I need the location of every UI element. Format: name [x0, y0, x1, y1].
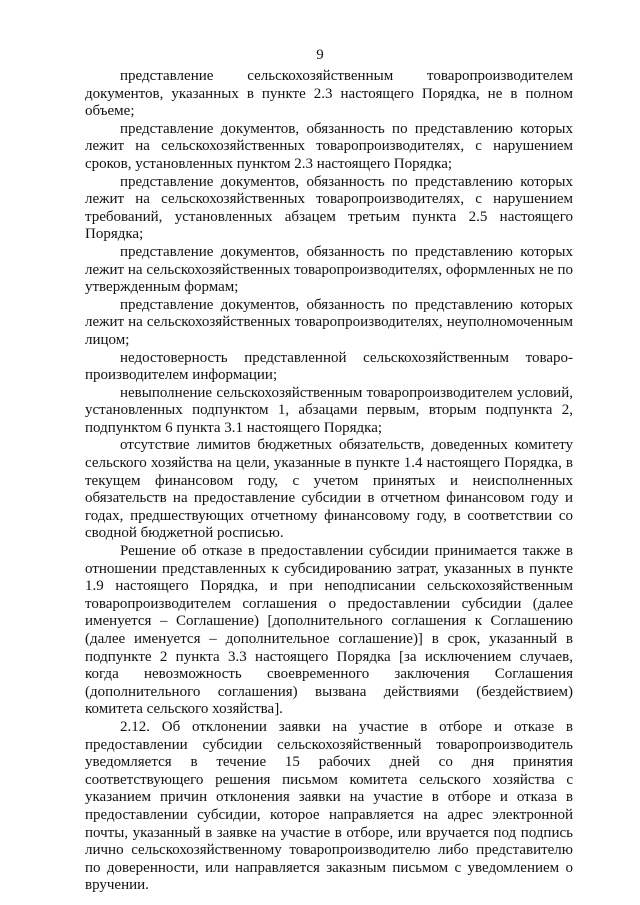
page-number: 9	[316, 47, 324, 63]
paragraph-requirements-violation: представление документов, обязанность по представлению которых лежит на сельскохозяйственных товаропроизводителях, с нарушением требований, установленных абзацем третьим пункта 2.5 настоящего Порядка;	[85, 173, 573, 243]
paragraph-unapproved-forms: представление документов, обязанность по представлению которых лежит на сельскохозяйственных товаропроизводителях, оформленных не по утвержденным формам;	[85, 243, 573, 296]
paragraph-refusal-decision: Решение об отказе в предоставлении субсидии принимается также в отношении представленных к субсидированию затрат, указанных в пункте 1.9 настоящего Порядка, и при неподписании сельскохозяйственным товаропроизводителем соглашения о предоставлении субсидии (далее именуется – Соглашение) [дополнительного соглашения к Соглашению (далее именуется – дополнительное соглашение)] в срок, указанный в подпункте 2 пункта 3.3 настоящего Порядка [за исключением случаев, когда невозможность своевременного заключения Соглашения (дополнительного соглашения) вызвана действиями (бездействием) комитета сельского хозяйства].	[85, 543, 573, 718]
paragraph-false-information: недостоверность представленной сельскохозяйственным товаропроизводителем информации;	[85, 349, 573, 384]
document-body	[85, 68, 573, 895]
paragraph-no-budget-limits: отсутствие лимитов бюджетных обязательств, доведенных комитету сельского хозяйства на цели, указанные в пункте 1.4 настоящего Порядка, в текущем финансовом году, с учетом принятых и неисполненных обязательств на предоставление субсидии в отчетном финансовом году и годах, предшествующих отчетному финансовому году, в соответствии со сводной бюджетной росписью.	[85, 437, 573, 542]
paragraph-incomplete-documents: представление сельскохозяйственным товаропроизводителем документов, указанных в пункте 2.3 настоящего Порядка, не в полном объеме;	[85, 68, 573, 120]
paragraph-deadline-violation: представление документов, обязанность по представлению которых лежит на сельскохозяйственных товаропроизводителях, с нарушением сроков, установленных пунктом 2.3 настоящего Порядка;	[85, 120, 573, 172]
paragraph-unauthorized-person: представление документов, обязанность по представлению которых лежит на сельскохозяйственных товаропроизводителях, неуполномоченным лицом;	[85, 296, 573, 348]
paragraph-conditions-not-met: невыполнение сельскохозяйственным товаропроизводителем условий, установленных подпунктом 1, абзацами первым, вторым подпункта 2, подпунктом 6 пункта 3.1 настоящего Порядка;	[85, 384, 573, 436]
paragraph-clause-2-12: 2.12. Об отклонении заявки на участие в отборе и отказе в предоставлении субсидии сельскохозяйственный товаропроизводитель уведомляется в течение 15 рабочих дней со дня принятия соответствующего решения письмом комитета сельского хозяйства с указанием причин отклонения заявки на участие в отборе и отказа в предоставлении субсидии, которое направляется на адрес электронной почты, указанный в заявке на участие в отборе, или вручается под подпись лично сельскохозяйственному товаропроизводителю либо представителю по доверенности, или направляется заказным письмом с уведомлением о вручении.	[85, 718, 573, 894]
